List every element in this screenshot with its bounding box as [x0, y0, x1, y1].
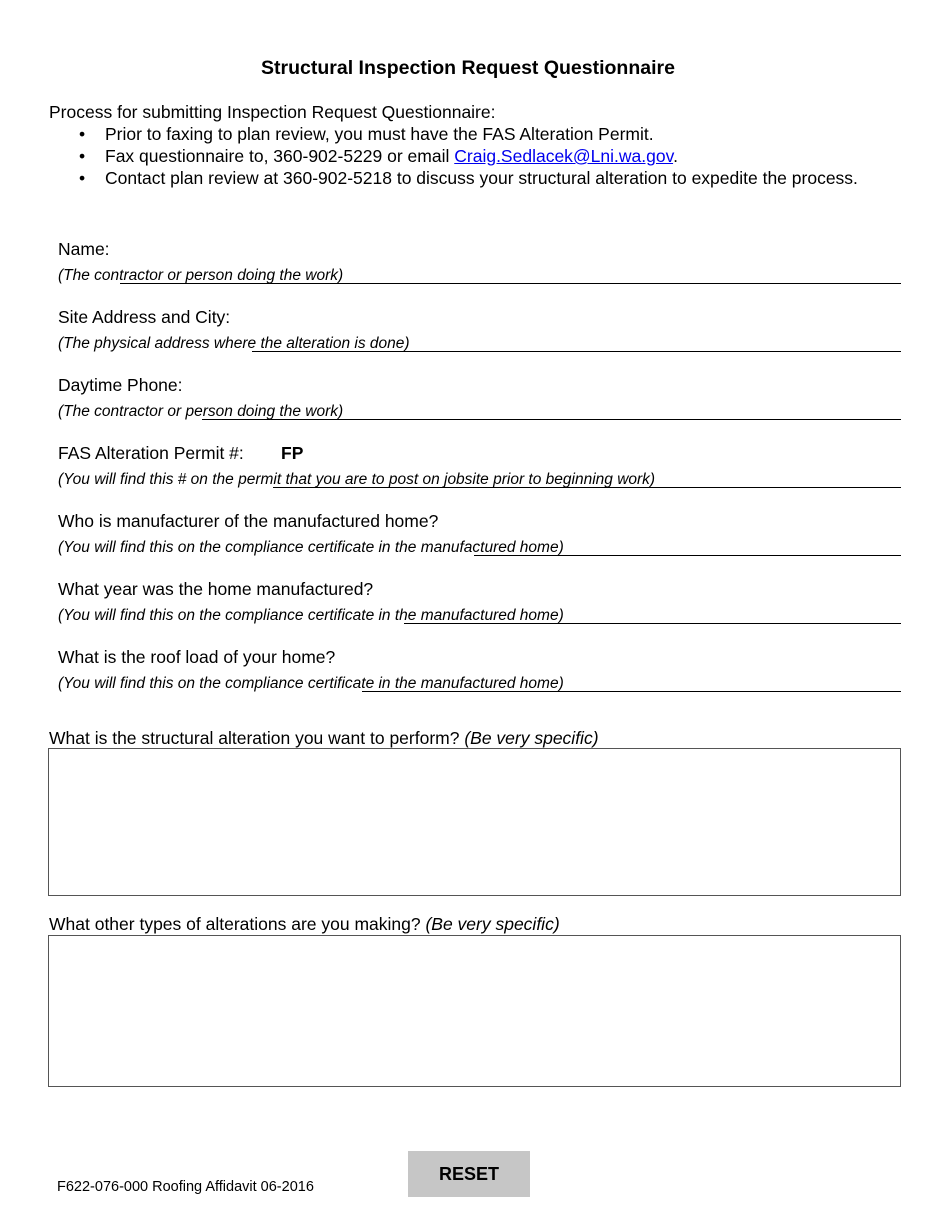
phone-label: Daytime Phone:: [58, 375, 183, 395]
bullet-text: Contact plan review at 360-902-5218 to discuss your structural alteration to expedite the process.: [105, 168, 858, 188]
name-hint: (The contractor or person doing the work): [58, 267, 344, 284]
year-label: What year was the home manufactured?: [58, 579, 374, 599]
roof-label: What is the roof load of your home?: [58, 647, 336, 667]
structural-question-text: What is the structural alteration you want to perform?: [49, 728, 465, 748]
phone-hint: (The contractor or person doing the work): [58, 403, 344, 420]
name-field-group: [58, 238, 901, 296]
manufacturer-field-group: [58, 510, 901, 568]
structural-alteration-textarea[interactable]: [48, 748, 901, 896]
address-field-group: [58, 306, 901, 364]
year-hint: (You will find this on the compliance certificate in the manufactured home): [58, 607, 564, 624]
bullet-icon: •: [79, 146, 86, 166]
list-item: [49, 167, 869, 189]
structural-question-note: (Be very specific): [464, 728, 599, 748]
bullet-text: Prior to faxing to plan review, you must have the FAS Alteration Permit.: [105, 124, 654, 144]
permit-prefix: FP: [281, 443, 304, 463]
roof-hint: (You will find this on the compliance certificate in the manufactured home): [58, 675, 564, 692]
manufacturer-hint: (You will find this on the compliance certificate in the manufactured home): [58, 539, 564, 556]
roof-field-group: [58, 646, 901, 704]
form-number: F622-076-000 Roofing Affidavit 06-2016: [57, 1179, 314, 1195]
name-label: Name:: [58, 239, 110, 259]
bullet-icon: •: [79, 168, 86, 188]
permit-hint: (You will find this # on the permit that you are to post on jobsite prior to beginning work): [58, 471, 656, 488]
reset-button[interactable]: RESET: [408, 1151, 530, 1197]
permit-field-group: [58, 442, 901, 500]
structural-question-label: [49, 727, 599, 749]
list-item: [49, 123, 869, 145]
other-question-label: [49, 913, 560, 935]
intro-text: Process for submitting Inspection Request Questionnaire:: [49, 102, 496, 122]
phone-field-group: [58, 374, 901, 432]
email-link[interactable]: Craig.Sedlacek@Lni.wa.gov: [454, 146, 674, 166]
bullet-text: Fax questionnaire to, 360-902-5229 or email: [105, 146, 455, 166]
bullet-icon: •: [79, 124, 86, 144]
instruction-list: [49, 123, 869, 189]
year-field-group: [58, 578, 901, 636]
other-question-note: (Be very specific): [425, 914, 560, 934]
manufacturer-label: Who is manufacturer of the manufactured home?: [58, 511, 439, 531]
address-hint: (The physical address where the alteration is done): [58, 335, 410, 352]
page-title: Structural Inspection Request Questionnaire: [261, 57, 675, 79]
bullet-text: .: [673, 146, 678, 166]
address-label: Site Address and City:: [58, 307, 231, 327]
other-alterations-textarea[interactable]: [48, 935, 901, 1087]
permit-label: FAS Alteration Permit #:: [58, 443, 244, 463]
list-item: [49, 145, 869, 167]
other-question-text: What other types of alterations are you making?: [49, 914, 426, 934]
